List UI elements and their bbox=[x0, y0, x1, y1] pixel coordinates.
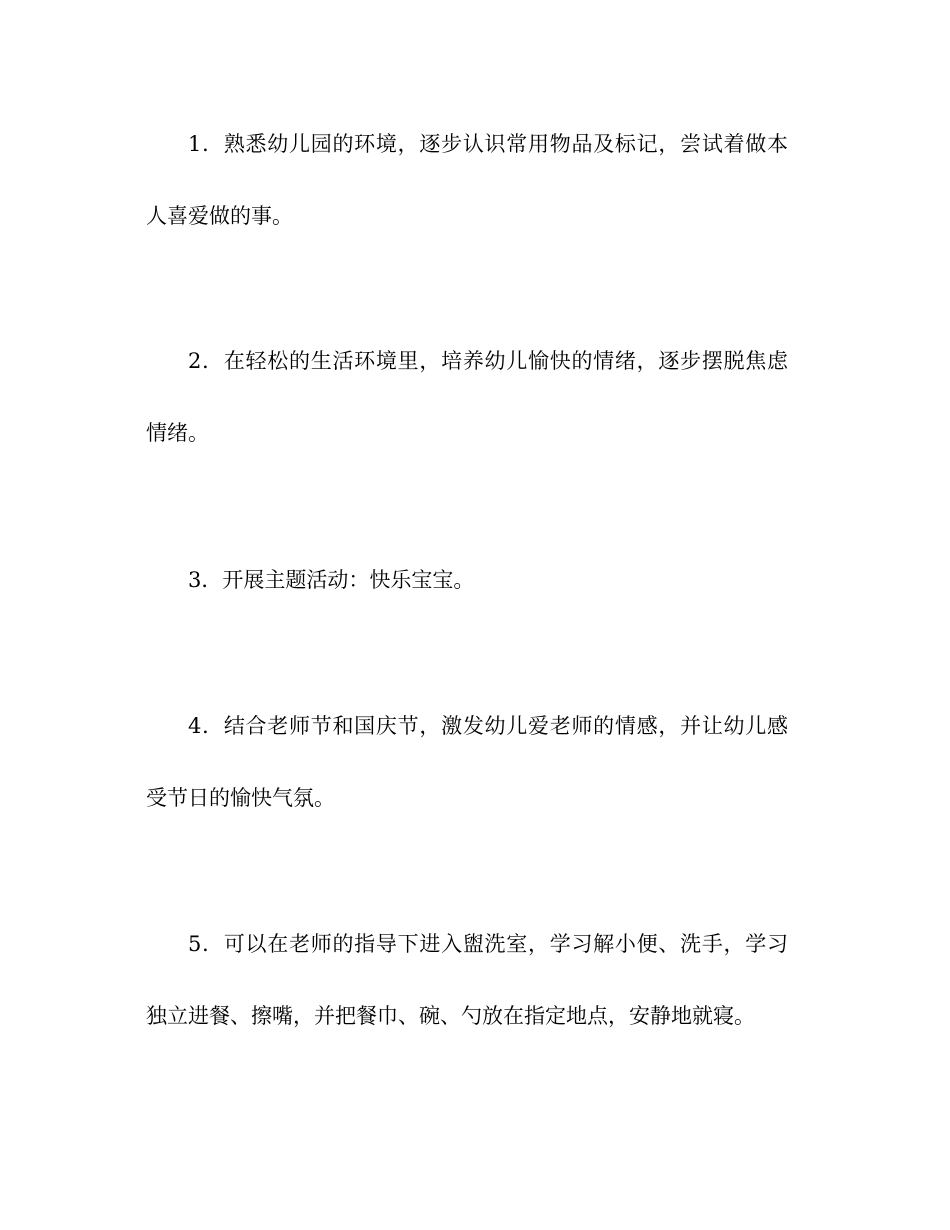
paragraph-4: 4．结合老师节和国庆节，激发幼儿爱老师的情感，并让幼儿感受节日的愉快气氛。 bbox=[146, 714, 788, 810]
paragraph-3: 3．开展主题活动：快乐宝宝。 bbox=[188, 568, 475, 592]
paragraph-1: 1．熟悉幼儿园的环境，逐步认识常用物品及标记，尝试着做本人喜爱做的事。 bbox=[146, 132, 788, 228]
paragraph-2: 2．在轻松的生活环境里，培养幼儿愉快的情绪，逐步摆脱焦虑情绪。 bbox=[146, 349, 788, 445]
paragraph-5: 5．可以在老师的指导下进入盥洗室，学习解小便、洗手，学习独立进餐、擦嘴，并把餐巾、碗、勺放在指定地点，安静地就寝。 bbox=[146, 932, 788, 1028]
